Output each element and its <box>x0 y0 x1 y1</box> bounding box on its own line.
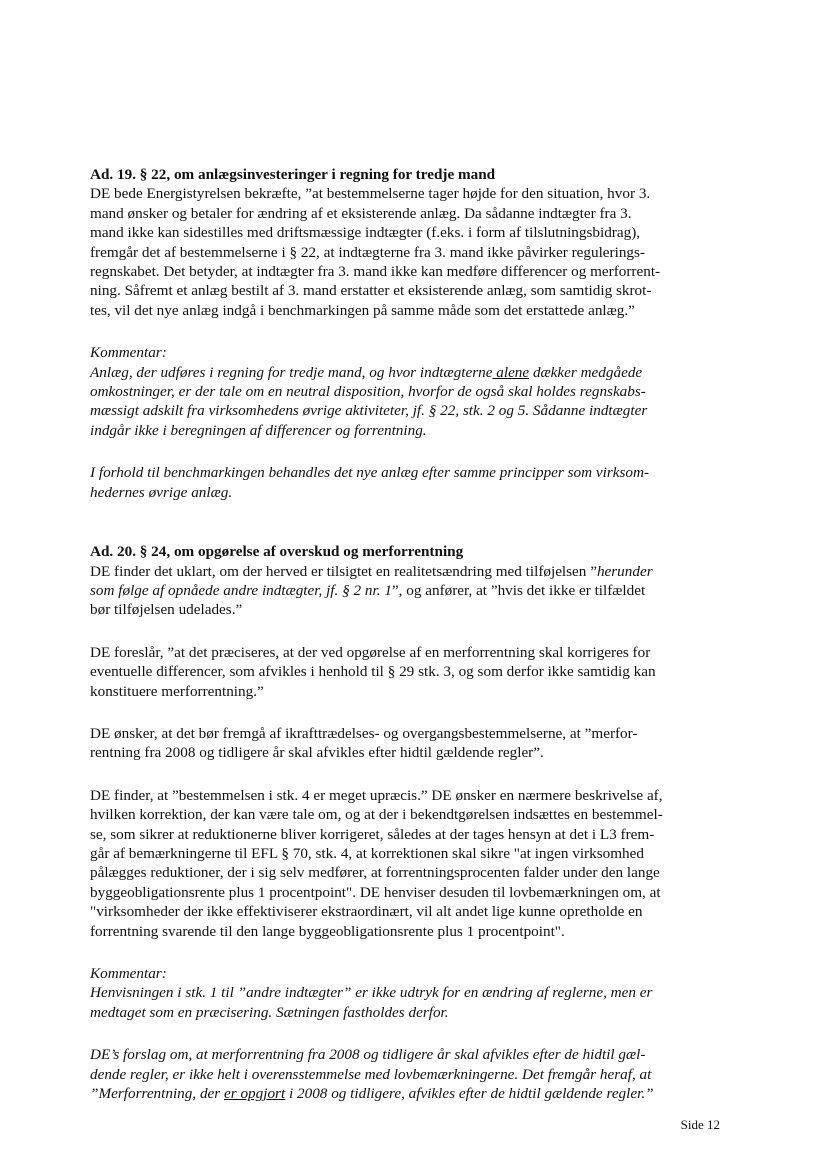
text-line: fremgår det af bestemmelserne i § 22, at indtægterne fra 3. mand ikke påvirker regulerings- <box>90 243 645 261</box>
text-line: DE finder, at ”bestemmelsen i stk. 4 er meget upræcis.” DE ønsker en nærmere beskrivelse af, <box>90 786 663 804</box>
text-line: indgår ikke i beregningen af differencer og forrentning. <box>90 421 427 439</box>
text-run: Anlæg, der udføres i regning for tredje mand, og hvor indtægterne <box>90 363 493 381</box>
section-19-comment <box>90 343 730 440</box>
section-19-quote <box>90 184 730 320</box>
text-line: mæssigt adskilt fra virksomhedens øvrige aktiviteter, jf. § 22, stk. 2 og 5. Sådanne indtægter <box>90 402 648 420</box>
text-run: i 2008 og tidligere, afvikles efter de hidtil gældende regler.” <box>285 1085 654 1103</box>
text-line: forrentning svarende til den lange byggeobligationsrente plus 1 procentpoint". <box>90 922 565 940</box>
section-20-comment-2 <box>90 1045 730 1103</box>
underlined-phrase: er opgjort <box>224 1085 286 1103</box>
text-run: DE finder det uklart, om der herved er tilsigtet en realitetsændring med tilføjelsen ” <box>90 562 597 580</box>
text-line <box>90 363 730 382</box>
text-line <box>90 562 730 581</box>
italic-run: som følge af opnåede andre indtægter, jf. § 2 nr. 1 <box>90 581 392 599</box>
text-line: hedernes øvrige anlæg. <box>90 483 233 501</box>
text-line <box>90 581 730 600</box>
section-20-para-3 <box>90 724 730 763</box>
underlined-word: alene <box>492 363 530 381</box>
text-line: se, som sikrer at reduktionerne bliver korrigeret, således at der tages hensyn at det i L3 frem- <box>90 825 655 843</box>
text-line: eventuelle differencer, som afvikles i henhold til § 29 stk. 3, og som derfor ikke samtidig kan <box>90 663 656 681</box>
text-line: DE bede Energistyrelsen bekræfte, ”at bestemmelserne tager højde for den situation, hvor 3. <box>90 185 651 203</box>
text-line: mand ønsker og betaler for ændring af et eksisterende anlæg. Da sådanne indtægter fra 3. <box>90 204 632 222</box>
section-20-para-2 <box>90 643 730 701</box>
text-line: dende regler, er ikke helt i overensstemmelse med lovbemærkningerne. Det fremgår heraf, at <box>90 1065 652 1083</box>
text-line: omkostninger, er der tale om en neutral disposition, hvorfor de også skal holdes regnskabs- <box>90 383 646 401</box>
text-line: pålægges reduktioner, der i sig selv medfører, at forrentningsprocenten falder under den lange <box>90 864 660 882</box>
text-run: dækker medgåede <box>529 363 643 381</box>
section-20-para-4 <box>90 786 730 941</box>
text-line: Henvisningen i stk. 1 til ”andre indtægter” er ikke udtryk for en ændring af reglerne, men er <box>90 984 653 1002</box>
text-line: medtaget som en præcisering. Sætningen fastholdes derfor. <box>90 1003 449 1021</box>
comment-label: Kommentar: <box>90 965 167 982</box>
text-line: konstituere merforrentning.” <box>90 682 264 700</box>
text-line: DE foreslår, ”at det præciseres, at der ved opgørelse af en merforrentning skal korrigeres for <box>90 643 651 661</box>
text-line: byggeobligationsrente plus 1 procentpoint". DE henviser desuden til lovbemærkningen om, at <box>90 883 661 901</box>
text-line: hvilken korrektion, der kan være tale om, og at der i bekendtgørelsen indsættes en bestemmel- <box>90 806 663 824</box>
page-number: Side 12 <box>680 1117 720 1132</box>
section-20-heading: Ad. 20. § 24, om opgørelse af overskud og merforrentning <box>90 543 464 561</box>
comment-label: Kommentar: <box>90 344 167 362</box>
section-19-heading: Ad. 19. § 22, om anlægsinvesteringer i regning for tredje mand <box>90 166 496 183</box>
text-line: mand ikke kan sidestilles med driftsmæssige indtægter (f.eks. i form af tilslutningsbidrag), <box>90 224 641 242</box>
text-run: ”, og anfører, at ”hvis det ikke er tilfældet <box>391 581 646 599</box>
text-line <box>90 1084 730 1103</box>
text-line: bør tilføjelsen udelades.” <box>90 601 243 619</box>
text-line: DE’s forslag om, at merforrentning fra 2008 og tidligere år skal afvikles efter de hidtil gæl- <box>90 1046 646 1064</box>
text-line: rentning fra 2008 og tidligere år skal afvikles efter hidtil gældende regler”. <box>90 744 544 762</box>
text-line: regnskabet. Det betyder, at indtægter fra 3. mand ikke kan medføre differencer og merforrent- <box>90 263 661 281</box>
section-19-comment-2 <box>90 463 730 502</box>
text-line: går af bemærkningerne til EFL § 70, stk. 4, at korrektionen skal sikre "at ingen virksomhed <box>90 844 644 862</box>
text-line: "virksomheder der ikke effektiviserer ekstraordinært, vil alt andet lige kunne opretholde en <box>90 903 643 921</box>
document-body <box>90 165 730 1103</box>
section-20-para-1 <box>90 562 730 620</box>
section-20-comment <box>90 964 730 1022</box>
text-line: ning. Såfremt et anlæg bestilt af 3. mand erstatter et eksisterende anlæg, som samtidig skrot- <box>90 282 652 300</box>
text-run: ”Merforrentning, der <box>90 1085 225 1103</box>
text-line: DE ønsker, at det bør fremgå af ikrafttrædelses- og overgangsbestemmelserne, at ”merfor- <box>90 724 638 742</box>
text-line: tes, vil det nye anlæg indgå i benchmarkingen på samme måde som det erstattede anlæg.” <box>90 301 635 319</box>
italic-run: herunder <box>596 562 653 580</box>
text-line: I forhold til benchmarkingen behandles det nye anlæg efter samme principper som virksom- <box>90 464 650 482</box>
